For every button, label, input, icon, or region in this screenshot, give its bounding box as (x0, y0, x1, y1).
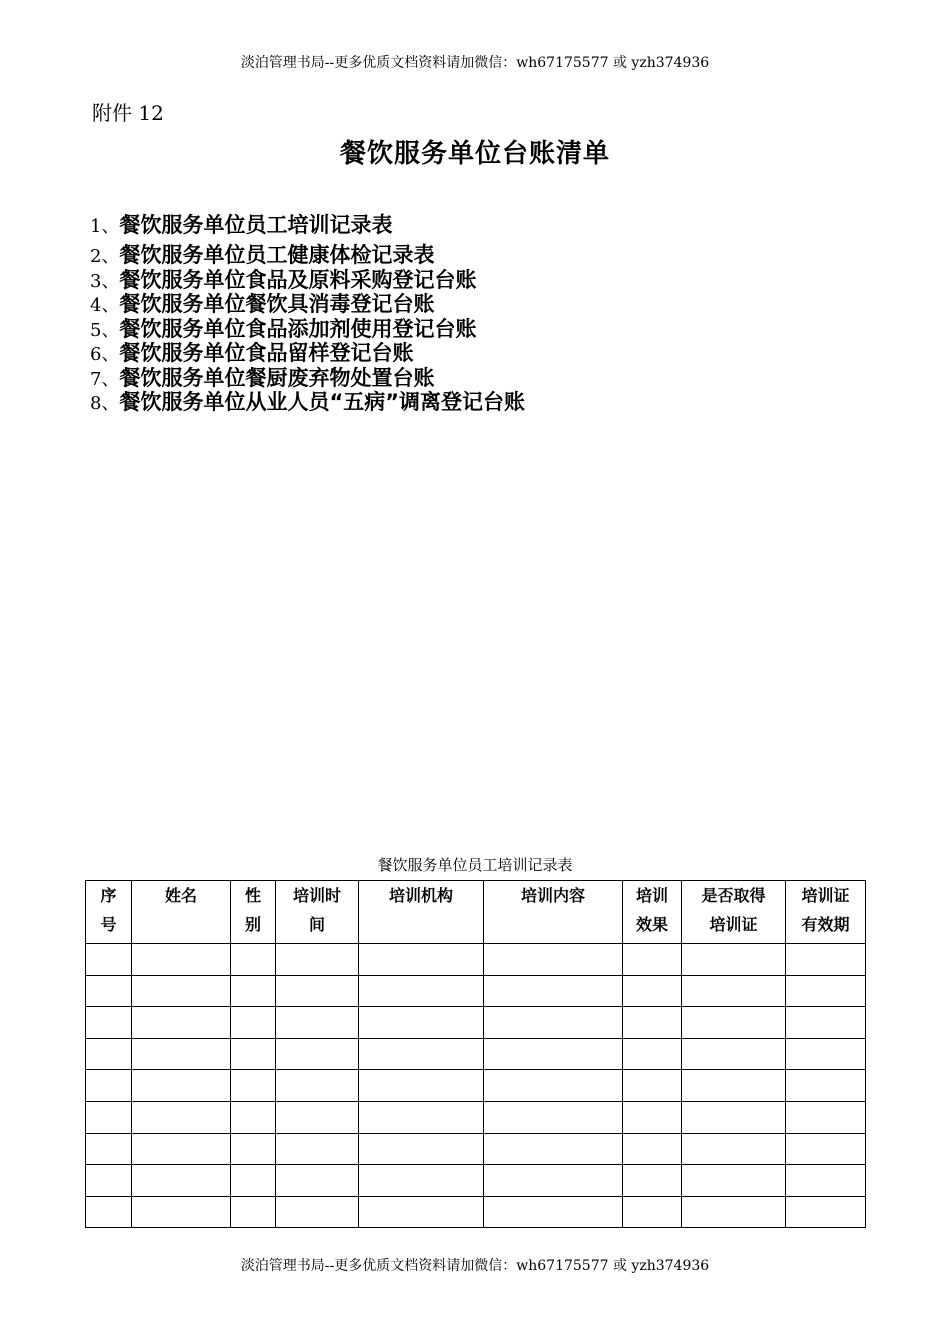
table-cell[interactable] (231, 1038, 276, 1070)
table-cell[interactable] (276, 1038, 359, 1070)
column-header-line2: 间 (308, 915, 325, 934)
table-cell[interactable] (682, 1007, 786, 1039)
list-item-text: 餐饮服务单位食品添加剂使用登记台账 (119, 316, 477, 341)
table-cell[interactable] (276, 1070, 359, 1102)
column-header-line2: 别 (244, 915, 261, 934)
table-cell[interactable] (132, 1101, 231, 1133)
table-cell[interactable] (623, 1196, 682, 1228)
list-item-number: 4、 (90, 295, 120, 316)
table-cell[interactable] (484, 1133, 623, 1165)
table-cell[interactable] (231, 1070, 276, 1102)
table-cell[interactable] (682, 1070, 786, 1102)
table-cell[interactable] (132, 1165, 231, 1197)
table-row (86, 1133, 866, 1165)
list-item-text: 餐饮服务单位员工健康体检记录表 (119, 243, 435, 267)
table-cell[interactable] (359, 1133, 484, 1165)
table-cell[interactable] (86, 1133, 132, 1165)
table-row (86, 1101, 866, 1133)
table-cell[interactable] (623, 1070, 682, 1102)
table-cell[interactable] (276, 1133, 359, 1165)
table-body (86, 944, 866, 1228)
list-item (90, 366, 525, 391)
column-header (231, 881, 276, 944)
list-item-number: 3、 (90, 270, 120, 292)
column-header (682, 881, 786, 944)
table-cell[interactable] (682, 1196, 786, 1228)
table-cell[interactable] (359, 975, 484, 1007)
list-item (90, 243, 525, 268)
list-item-text: 餐饮服务单位从业人员“五病”调离登记台账 (119, 390, 526, 414)
column-header-line1: 培训机构 (388, 886, 453, 905)
column-header (484, 881, 623, 944)
table-cell[interactable] (484, 975, 623, 1007)
table-cell[interactable] (359, 1165, 484, 1197)
table-cell[interactable] (786, 1133, 866, 1165)
list-item-text: 餐饮服务单位员工培训记录表 (119, 213, 393, 237)
list-item (90, 341, 525, 366)
table-cell[interactable] (786, 944, 866, 976)
column-header-line2: 培训证 (709, 915, 758, 934)
table-cell[interactable] (231, 1165, 276, 1197)
table-cell[interactable] (132, 1070, 231, 1102)
column-header-line2: 号 (100, 915, 117, 934)
table-cell[interactable] (86, 1007, 132, 1039)
table-cell[interactable] (359, 944, 484, 976)
table-cell[interactable] (484, 1196, 623, 1228)
table-cell[interactable] (86, 1196, 132, 1228)
attachment-label: 附件 12 (92, 101, 164, 125)
table-row (86, 975, 866, 1007)
table-cell[interactable] (786, 1165, 866, 1197)
list-item-number: 2、 (90, 246, 120, 267)
list-item-number: 8、 (90, 393, 120, 414)
table-cell[interactable] (623, 1165, 682, 1197)
list-item-text: 餐饮服务单位餐饮具消毒登记台账 (119, 292, 435, 316)
table-cell[interactable] (86, 1165, 132, 1197)
table-row (86, 1038, 866, 1070)
table-cell[interactable] (786, 1196, 866, 1228)
column-header-line1: 姓名 (164, 886, 197, 905)
column-header-line1: 培训 (635, 886, 668, 905)
table-cell[interactable] (623, 944, 682, 976)
table-header-row (86, 881, 866, 944)
table-cell[interactable] (786, 1070, 866, 1102)
table-row (86, 1165, 866, 1197)
table-cell[interactable] (484, 944, 623, 976)
table-cell[interactable] (359, 1070, 484, 1102)
table-cell[interactable] (231, 975, 276, 1007)
list-item-number: 1、 (90, 216, 120, 237)
list-item-number: 7、 (90, 368, 120, 390)
table-cell[interactable] (276, 1165, 359, 1197)
list-item-number: 6、 (90, 344, 120, 365)
list-item-text: 餐饮服务单位食品留样登记台账 (119, 341, 414, 365)
table-cell[interactable] (86, 944, 132, 976)
page-header-watermark: 淡泊管理书局--更多优质文档资料请加微信：wh67175577 或 yzh374936 (240, 55, 710, 71)
table-cell[interactable] (682, 1165, 786, 1197)
table-cell[interactable] (786, 1038, 866, 1070)
column-header (359, 881, 484, 944)
table-row (86, 1007, 866, 1039)
table-cell[interactable] (359, 1196, 484, 1228)
column-header-line1: 培训时 (292, 886, 341, 905)
table-cell[interactable] (682, 1038, 786, 1070)
list-item (90, 292, 525, 317)
page-title: 餐饮服务单位台账清单 (339, 139, 610, 169)
list-item (90, 268, 525, 293)
column-header-line2: 效果 (635, 915, 668, 934)
column-header-line2: 有效期 (801, 915, 850, 934)
table-cell[interactable] (132, 1196, 231, 1228)
table-cell[interactable] (623, 975, 682, 1007)
table-cell[interactable] (484, 1070, 623, 1102)
table-cell[interactable] (682, 1101, 786, 1133)
table-cell[interactable] (86, 1070, 132, 1102)
table-row (86, 1070, 866, 1102)
ledger-list (90, 213, 525, 415)
table-cell[interactable] (786, 1101, 866, 1133)
table-cell[interactable] (132, 1038, 231, 1070)
table-caption: 餐饮服务单位员工培训记录表 (377, 856, 573, 874)
table-cell[interactable] (276, 944, 359, 976)
training-record-table (85, 880, 866, 1228)
list-item (90, 317, 525, 342)
table-cell[interactable] (623, 1007, 682, 1039)
table-cell[interactable] (132, 944, 231, 976)
column-header-line1: 性 (244, 886, 261, 905)
table-cell[interactable] (623, 1133, 682, 1165)
table-cell[interactable] (484, 1038, 623, 1070)
table-cell[interactable] (682, 975, 786, 1007)
table-cell[interactable] (276, 1196, 359, 1228)
table-cell[interactable] (484, 1165, 623, 1197)
column-header (623, 881, 682, 944)
table-cell[interactable] (276, 975, 359, 1007)
table-cell[interactable] (231, 944, 276, 976)
table-row (86, 944, 866, 976)
table-cell[interactable] (132, 1133, 231, 1165)
table-cell[interactable] (132, 975, 231, 1007)
column-header-line1: 培训内容 (520, 886, 585, 905)
column-header (132, 881, 231, 944)
table-cell[interactable] (484, 1007, 623, 1039)
list-item-number: 5、 (90, 319, 120, 341)
column-header (86, 881, 132, 944)
table-cell[interactable] (276, 1101, 359, 1133)
table-cell[interactable] (231, 1007, 276, 1039)
table-cell[interactable] (359, 1007, 484, 1039)
page-footer-watermark: 淡泊管理书局--更多优质文档资料请加微信：wh67175577 或 yzh374936 (240, 1258, 710, 1274)
table-cell[interactable] (623, 1101, 682, 1133)
table-cell[interactable] (359, 1038, 484, 1070)
table-cell[interactable] (86, 975, 132, 1007)
table-cell[interactable] (786, 975, 866, 1007)
table-cell[interactable] (682, 1133, 786, 1165)
table-row (86, 1196, 866, 1228)
table-cell[interactable] (682, 944, 786, 976)
table-cell[interactable] (86, 1101, 132, 1133)
table-cell[interactable] (231, 1101, 276, 1133)
table-cell[interactable] (623, 1038, 682, 1070)
list-item (90, 390, 525, 415)
list-item-text: 餐饮服务单位餐厨废弃物处置台账 (119, 365, 435, 390)
table-cell[interactable] (132, 1007, 231, 1039)
list-item (90, 213, 525, 243)
column-header-line1: 序 (100, 886, 117, 905)
column-header-line1: 是否取得 (701, 886, 766, 905)
list-item-text: 餐饮服务单位食品及原料采购登记台账 (119, 267, 477, 292)
table-cell[interactable] (786, 1007, 866, 1039)
column-header (276, 881, 359, 944)
table-cell[interactable] (231, 1133, 276, 1165)
column-header-line1: 培训证 (801, 886, 850, 905)
table-cell[interactable] (231, 1196, 276, 1228)
column-header (786, 881, 866, 944)
table-cell[interactable] (86, 1038, 132, 1070)
table-cell[interactable] (359, 1101, 484, 1133)
table-cell[interactable] (276, 1007, 359, 1039)
table-cell[interactable] (484, 1101, 623, 1133)
